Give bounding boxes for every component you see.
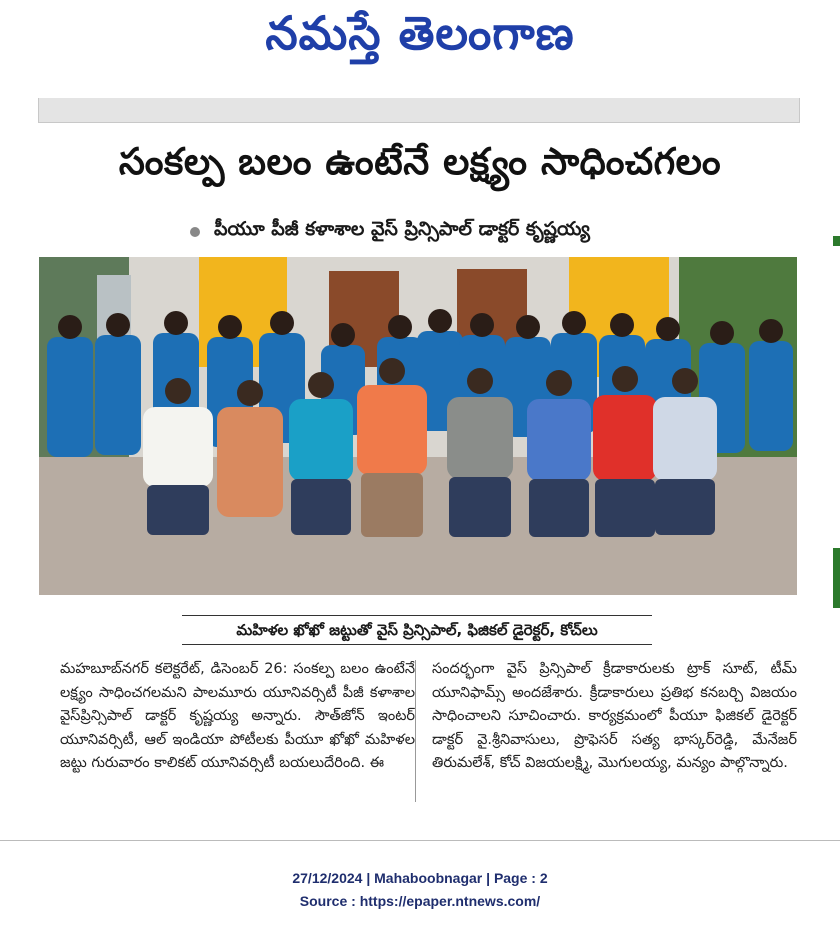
bullet-icon bbox=[190, 227, 200, 237]
photo-caption: మహిళల ఖోఖో జట్టుతో వైస్ ప్రిన్సిపాల్, ఫిజికల్ డైరెక్టర్, కోచ్‌లు bbox=[182, 615, 652, 645]
cropped-header-strip bbox=[38, 98, 800, 123]
article-headline: సంకల్ప బలం ఉంటేనే లక్ష్యం సాధించగలం bbox=[118, 140, 722, 183]
subheadline-text: పీయూ పీజీ కళాశాల వైస్ ప్రిన్సిపాల్ డాక్టర్ కృష్ణయ్య bbox=[214, 218, 590, 240]
article-body-right-column: సందర్భంగా వైస్ ప్రిన్సిపాల్ క్రీడాకారులకు ట్రాక్ సూట్, టీమ్ యూనిఫామ్స్ అందజేశారు. క్రీడాకారులు ప్రతిభ కనబర్చి విజయం సాధించాలని సూచించారు. కార్యక్రమంలో పీయూ ఫిజికల్ డైరెక్టర్ డాక్టర్ వై.శ్రీనివాసులు, ప్రొఫెసర్ సత్య భాస్కర్‌రెడ్డి, మేనేజర్ తిరుమలేశ్, కోచ్ విజయలక్ష్మి, మొగులయ్య, మన్యం పాల్గొన్నారు. bbox=[432, 661, 797, 771]
group-photo-illustration bbox=[39, 257, 797, 595]
news-clipping bbox=[0, 78, 840, 840]
team-group-photo bbox=[39, 257, 797, 595]
newspaper-masthead bbox=[0, 0, 840, 78]
edge-mark bbox=[833, 548, 840, 608]
article-body-left-column: మహబూబ్‌నగర్ కలెక్టరేట్, డిసెంబర్ 26: సంకల్ప బలం ఉంటేనే లక్ష్యం సాధించగలమని పాలమూరు యూనివర్సిటీ పీజీ కళాశాల వైస్‌ప్రిన్సిపాల్ డాక్టర్ కృష్ణయ్య అన్నారు. సౌత్‌జోన్ ఇంటర్ యూనివర్సిటీ, ఆల్ ఇండియా పోటీలకు పీయూ ఖోఖో మహిళల జట్టు గురువారం కాలికట్ యూనివర్సిటీ బయలుదేరింది. ఈ bbox=[60, 661, 415, 771]
footer-date-edition: 27/12/2024 | Mahaboobnagar | Page : 2 bbox=[292, 870, 548, 886]
footer-source-link[interactable]: Source : https://epaper.ntnews.com/ bbox=[299, 893, 541, 909]
clipping-bottom-rule bbox=[0, 840, 840, 841]
edge-mark bbox=[833, 236, 840, 246]
masthead-title: నమస్తే తెలంగాణ bbox=[265, 6, 575, 60]
column-divider bbox=[415, 660, 416, 802]
article-subheadline bbox=[190, 218, 750, 245]
